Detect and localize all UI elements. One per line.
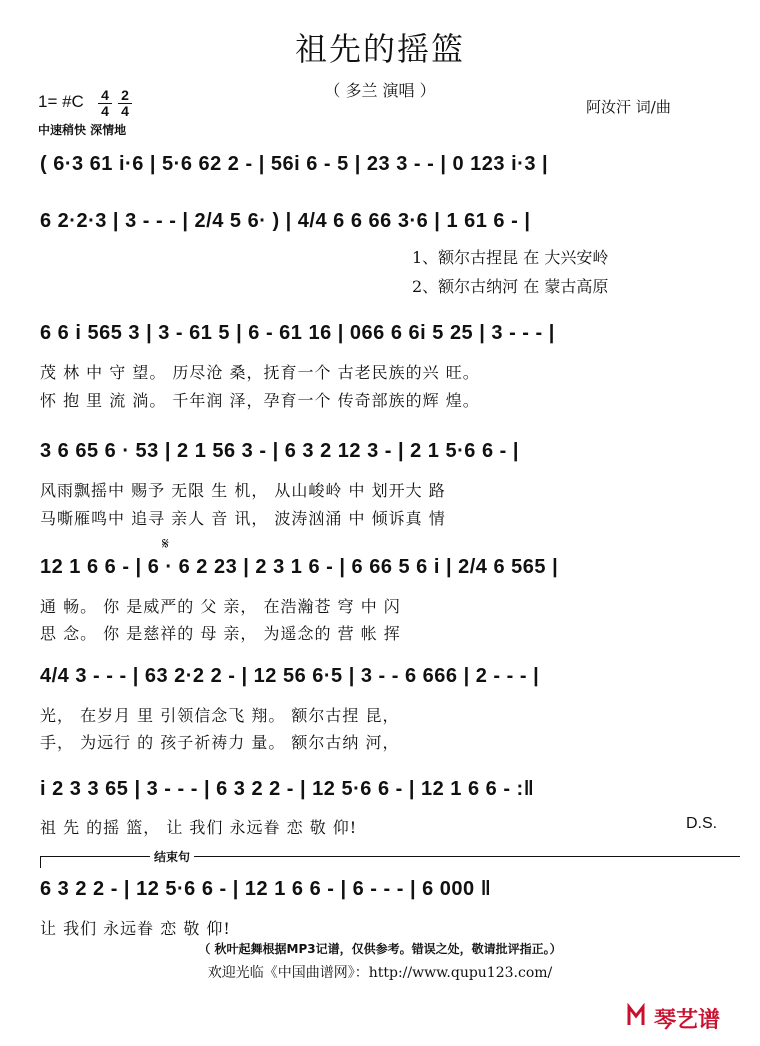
lyric-line-8: 让 我们 永远眷 恋 敬 仰! xyxy=(40,919,231,938)
lyric-line-7: 祖 先 的摇 篮， 让 我们 永远眷 恋 敬 仰! xyxy=(40,818,358,837)
score-line-1: ( 6·3 61 i·6 | 5·6 62 2 - | 56i 6 - 5 | 23 3 - - | 0 123 i·3 | xyxy=(40,153,549,175)
score-line-2: 6 2·2·3 | 3 - - - | 2/4 5 6· ) | 4/4 6 6 66 3·6 | 1 61 6 - | xyxy=(40,210,531,232)
lyric-line-4-verse-2: 马嘶雁鸣中 追寻 亲人 音 讯， 波涛汹涌 中 倾诉真 情 xyxy=(40,509,446,528)
dal-segno-mark: D.S. xyxy=(686,815,718,832)
lyric-line-5-verse-2: 思 念。 你 是慈祥的 母 亲， 为遥念的 营 帐 挥 xyxy=(40,624,401,643)
time-signature-2: 2 4 xyxy=(118,89,132,118)
lyric-line-2-verse-2: 2、额尔古纳河 在 蒙古高原 xyxy=(412,277,609,296)
key-signature: 1= #C xyxy=(38,92,84,111)
score-line-3: 6 6 i 565 3 | 3 - 61 5 | 6 - 61 16 | 066 6 6i 5 25 | 3 - - - | xyxy=(40,322,555,344)
score-line-8: 6 3 2 2 - | 12 5·6 6 - | 12 1 6 6 - | 6 - - - | 6 000 ‖ xyxy=(40,878,492,900)
lyric-line-6-verse-1: 光， 在岁月 里 引领信念飞 翔。 额尔古捏 昆， xyxy=(40,706,400,725)
performer-subtitle: （ 多兰 演唱 ） xyxy=(324,81,436,100)
website-footer: 欢迎光临《中国曲谱网》：http://www.qupu123.com/ xyxy=(207,965,553,981)
logo-mark-icon xyxy=(626,1003,652,1029)
lyric-line-2-verse-1: 1、额尔古捏昆 在 大兴安岭 xyxy=(412,248,609,267)
time-signature-1: 4 4 xyxy=(98,89,112,118)
score-line-7: i 2 3 3 65 | 3 - - - | 6 3 2 2 - | 12 5·6 6 - | 12 1 6 6 - :‖ xyxy=(40,778,535,800)
lyric-line-6-verse-2: 手， 为远行 的 孩子祈祷力 量。 额尔古纳 河， xyxy=(40,733,400,752)
song-title: 祖先的摇篮 xyxy=(294,30,465,68)
ending-label: 结束句 xyxy=(150,848,194,865)
lyric-line-3-verse-2: 怀 抱 里 流 淌。 千年润 泽，孕育一个 传奇部族的辉 煌。 xyxy=(40,391,480,410)
score-line-6: 4/4 3 - - - | 63 2·2 2 - | 12 56 6·5 | 3 - - 6 666 | 2 - - - | xyxy=(40,665,540,687)
ending-bracket-tick xyxy=(40,856,41,868)
lyric-line-4-verse-1: 风雨飘摇中 赐予 无限 生 机， 从山峻岭 中 划开大 路 xyxy=(40,481,446,500)
lyric-line-5-verse-1: 通 畅。 你 是威严的 父 亲， 在浩瀚苍 穹 中 闪 xyxy=(40,597,401,616)
tempo-marking: 中速稍快 深情地 xyxy=(38,123,127,137)
composer-credit: 阿汝汗 词/曲 xyxy=(586,98,671,116)
lyric-line-3-verse-1: 茂 林 中 守 望。 历尽沧 桑，抚育一个 古老民族的兴 旺。 xyxy=(40,363,480,382)
site-logo: 琴艺谱 xyxy=(654,1008,721,1033)
score-line-5: 12 1 6 6 - | 6 · 6 2 23 | 2 3 1 6 - | 6 66 5 6 i | 2/4 6 565 | xyxy=(40,556,559,578)
ending-bracket-line xyxy=(40,856,740,857)
transcription-footnote: （ 秋叶起舞根据MP3记谱，仅供参考。错误之处，敬请批评指正。） xyxy=(198,942,562,956)
segno-sign: 𝄋 xyxy=(162,534,169,553)
score-line-4: 3 6 65 6 · 53 | 2 1 56 3 - | 6 3 2 12 3 - | 2 1 5·6 6 - | xyxy=(40,440,519,462)
